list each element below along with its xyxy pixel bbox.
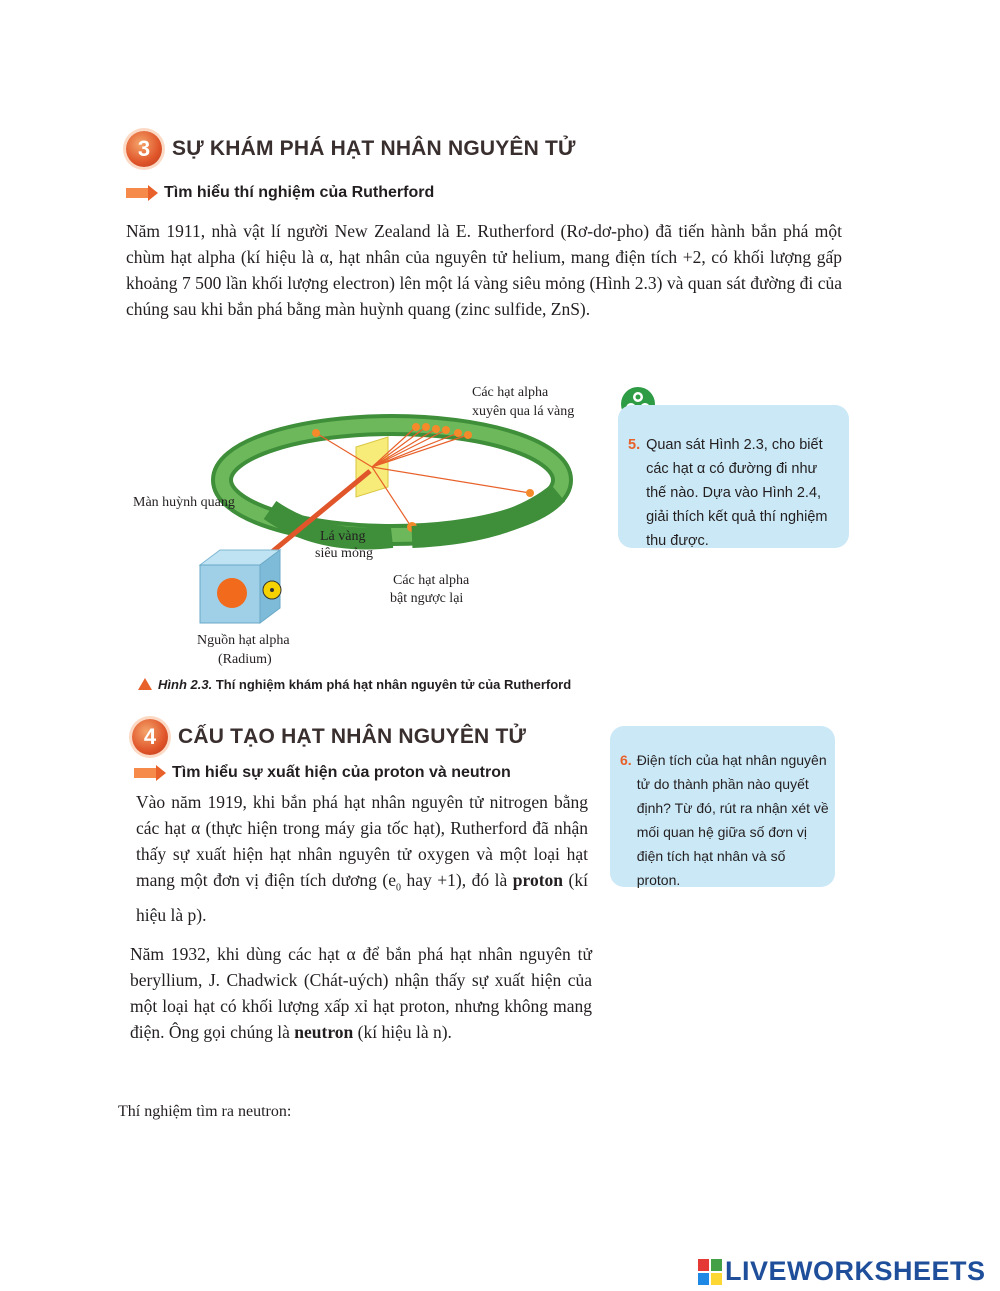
arrow-icon	[134, 768, 156, 778]
question-5-number: 5.	[628, 437, 641, 453]
subheading-text: Tìm hiểu sự xuất hiện của proton và neutron	[172, 764, 511, 781]
subheading-text: Tìm hiểu thí nghiệm của Rutherford	[164, 184, 435, 201]
section-3-header	[126, 131, 576, 167]
term-proton: proton	[512, 870, 564, 890]
liveworksheets-logo-icon	[698, 1259, 722, 1285]
label-bounced-1: Các hạt alpha	[393, 573, 470, 588]
section-title: CẤU TẠO HẠT NHÂN NGUYÊN TỬ	[178, 725, 527, 748]
term-neutron: neutron	[294, 1022, 354, 1042]
question-5-content	[628, 433, 841, 553]
label-foil-2: siêu mỏng	[315, 546, 373, 561]
label-screen: Màn huỳnh quang	[133, 495, 235, 510]
question-6-text: Điện tích của hạt nhân nguyên tử do thành phần nào quyết định? Từ đó, rút ra nhận xét về mối quan hệ giữa số đơn vị điện tích hạt nhân và số proton.	[636, 752, 829, 888]
arrow-icon	[126, 188, 148, 198]
question-6-content	[620, 748, 830, 892]
label-foil-1: Lá vàng	[320, 529, 366, 544]
caption-text: Thí nghiệm khám phá hạt nhân nguyên tử của Rutherford	[215, 677, 572, 692]
label-bounced-2: bật ngược lại	[390, 591, 464, 606]
section-4-header	[132, 719, 526, 755]
section-3-paragraph: Năm 1911, nhà vật lí người New Zealand là E. Rutherford (Rơ-dơ-pho) đã tiến hành bắn phá một chùm hạt alpha (kí hiệu là α, hạt nhân của nguyên tử helium, mang điện tích +2, có khối lượng gấp khoảng 7 500 lần khối lượng electron) lên một lá vàng siêu mỏng (Hình 2.3) và quan sát đường đi của chúng sau khi bắn phá bằng màn huỳnh quang (zinc sulfide, ZnS).	[126, 221, 842, 319]
label-passing-1: Các hạt alpha	[472, 385, 549, 400]
caption-label: Hình 2.3.	[158, 677, 213, 692]
radium-source	[217, 578, 247, 608]
label-passing-2: xuyên qua lá vàng	[472, 404, 575, 419]
question-6-box	[610, 726, 835, 887]
section-number-badge: 3	[126, 131, 162, 167]
figure-caption	[138, 677, 571, 692]
question-5-box	[618, 405, 849, 548]
section-4-paragraph-2: Năm 1932, khi dùng các hạt α để bắn phá hạt nhân nguyên tử beryllium, J. Chadwick (Chát-uých) nhận thấy sự xuất hiện của một loại hạt có khối lượng xấp xỉ hạt proton, nhưng không mang điện. Ông gọi chúng là neutron (kí hiệu là n).	[130, 944, 592, 1042]
question-6-number: 6.	[620, 752, 632, 768]
question-5-text: Quan sát Hình 2.3, cho biết các hạt α có đường đi như thế nào. Dựa vào Hình 2.4, giải thích kết quả thí nghiệm thu được.	[646, 437, 828, 549]
section-3-subheading	[126, 184, 434, 202]
section-number-badge: 4	[132, 719, 168, 755]
liveworksheets-logo-text: LIVEWORKSHEETS	[725, 1256, 986, 1286]
footer-note: Thí nghiệm tìm ra neutron:	[118, 1103, 292, 1120]
liveworksheets-logo	[698, 1256, 986, 1287]
section-4-paragraph-1: Vào năm 1919, khi bắn phá hạt nhân nguyên tử nitrogen bằng các hạt α (thực hiện trong máy gia tốc hạt), Rutherford đã nhận thấy sự xuất hiện hạt nhân nguyên tử oxygen và một loại hạt mang một đơn vị điện tích dương ($e_0$ hay +1), đó là proton (kí hiệu là p).	[136, 792, 588, 925]
caption-triangle-icon	[138, 678, 152, 690]
label-source-2: (Radium)	[218, 652, 272, 667]
section-title: SỰ KHÁM PHÁ HẠT NHÂN NGUYÊN TỬ	[172, 137, 576, 160]
section-4-subheading	[134, 764, 511, 782]
label-source-1: Nguồn hạt alpha	[197, 633, 290, 648]
